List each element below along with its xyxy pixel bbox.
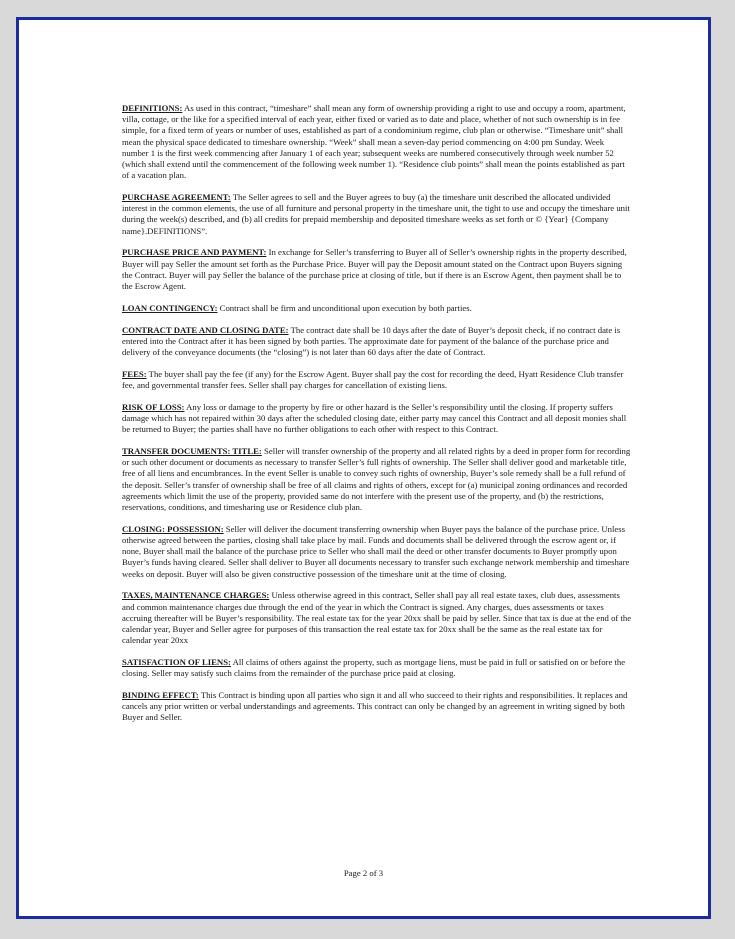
section-text: This Contract is binding upon all parties who sign it and all who succeed to their rights and responsibilities. It replaces and cancels any prior written or verbal understandings and agreements. This contract can only be changed by an agreement in writing signed by both Buyer and Seller. — [122, 690, 628, 723]
section-heading: FEES: — [122, 368, 147, 379]
page-content — [122, 103, 632, 734]
section-transfer-documents — [122, 446, 632, 513]
section-fees — [122, 369, 632, 391]
section-heading: RISK OF LOSS: — [122, 401, 185, 412]
section-taxes — [122, 590, 632, 646]
section-heading: LOAN CONTINGENCY: — [122, 302, 218, 313]
section-purchase-price — [122, 247, 632, 292]
section-text: The Seller agrees to sell and the Buyer agrees to buy (a) the timeshare unit described the allocated undivided interest in the common elements, the use of all furniture and personal property in the timeshare unit, the tight to use and occupy the timeshare unit during the week(s) described, and (b) all credits for prepaid membership and deposited timeshare weeks as set forth or © {Year} {Company name}.DEFINITIONS”. — [122, 192, 630, 236]
section-heading: TRANSFER DOCUMENTS: TITLE: — [122, 446, 262, 457]
section-heading: PURCHASE AGREEMENT: — [122, 192, 231, 203]
section-text: Unless otherwise agreed in this contract, Seller shall pay all real estate taxes, club dues, assessments and common maintenance charges due through the end of the year in which the Contract is signed. Any charges, dues assessments or taxes accruing thereafter will be Buyer’s responsibility. The real estate tax for the year 20xx shall be paid by seller. Since that tax is due at the end of the calendar year, Buyer and Seller agree for purposes of this transaction the real estate tax for 20xx shall be the same as the real estate tax for calendar year 20xx — [122, 590, 632, 646]
section-text: Seller will deliver the document transferring ownership when Buyer pays the balance of the purchase price. Unless otherwise agreed between the parties, closing shall take place by mail. Funds and documents shall be delivered through the escrow agent or, if none, Buyer shall mail the balance of the purchase price to Seller who shall mail the deed or other transfer documents to Buyer promptly upon Buyer’s funds having cleared. Seller shall deliver to Buyer all documents necessary to transfer such exchange network membership and timeshare weeks on deposit. Buyer will also be given constructive possession of the timeshare unit at the time of closing. — [122, 523, 630, 579]
section-purchase-agreement — [122, 192, 632, 237]
section-loan-contingency — [122, 303, 632, 314]
section-text: Any loss or damage to the property by fire or other hazard is the Seller’s responsibility until the closing. If property suffers damage which has not repaired within 30 days after the scheduled closing date, either party may cancel this Contract and all deposit monies shall be returned to Buyer; the parties shall have no further obligations to each other with respect to this Contract. — [122, 401, 627, 435]
section-satisfaction-of-liens — [122, 657, 632, 679]
section-text: Seller will transfer ownership of the property and all related rights by a deed in proper form for recording or such other document or documents as necessary to transfer Seller’s full rights of ownership. The Seller shall deliver good and marketable title, free of all liens and encumbrances. In the event Seller is unable to convey such rights of ownership, Buyer’s sole remedy shall be a full refund of the deposit. Seller’s transfer of ownership shall be free of all claims and rights of others, except for (a) municipal zoning ordinances and recorded agreements which limit the use of the property, provided same do not interfere with the present use of the property, and (b) the restrictions, reservations, conditions, and timesharing use or Residence club plan. — [122, 446, 631, 513]
section-text: As used in this contract, “timeshare” shall mean any form of ownership providing a right to use and occupy a room, apartment, villa, cottage, or the like for a specified interval of each year, either fixed or varied as to date and place, whether of not such ownership is in fee simple, for a fixed term of years or number of uses, established as part of a condominium regime, club plan or otherwise. “Timeshare unit” shall mean the physical space dedicated to timeshare ownership. “Week” shall mean a seven-day period commencing on 4:00 pm Sunday. Week number 1 is the first week commencing after January 1 of each year; subsequent weeks are numbered consecutively through week number 52 (which shall extend until the commencement of the following week number 1). “Residence club points” shall mean the points established as part of a vacation plan. — [122, 103, 626, 181]
section-text: Contract shall be firm and unconditional upon execution by both parties. — [219, 302, 472, 313]
section-closing-possession — [122, 524, 632, 580]
section-heading: TAXES, MAINTENANCE CHARGES: — [122, 590, 270, 601]
section-text: The buyer shall pay the fee (if any) for the Escrow Agent. Buyer shall pay the cost for recording the deed, Hyatt Residence Club transfer fee, and governmental transfer fees. Seller shall pay charges for cancellation of existing liens. — [122, 368, 624, 391]
section-binding-effect — [122, 690, 632, 724]
section-heading: SATISFACTION OF LIENS: — [122, 657, 231, 668]
section-heading: CLOSING: POSSESSION: — [122, 523, 224, 534]
section-text: The contract date shall be 10 days after the date of Buyer’s deposit check, if no contract date is entered into the Contract after it has been signed by both parties. The approximate date for payment of the balance of the purchase price and delivery of the conveyance documents (the “closing”) is not later than 60 days after the date of Contract. — [122, 324, 621, 358]
section-text: In exchange for Seller’s transferring to Buyer all of Seller’s ownership rights in the property described, Buyer will pay Seller the amount set forth as the Purchase Price. Buyer will pay the Deposit amount stated on the Contract upon Buyers signing the Contract. Buyer will pay Seller the balance of the purchase price at closing of title, but if there is an Escrow Agent, then payment shall be to the Escrow Agent. — [122, 247, 627, 292]
section-contract-date — [122, 325, 632, 359]
section-heading: DEFINITIONS: — [122, 103, 183, 113]
section-heading: BINDING EFFECT: — [122, 690, 199, 701]
section-heading: PURCHASE PRICE AND PAYMENT: — [122, 247, 267, 258]
document-page — [16, 17, 711, 919]
section-definitions — [122, 103, 632, 181]
section-heading: CONTRACT DATE AND CLOSING DATE: — [122, 324, 289, 335]
section-text: All claims of others against the property, such as mortgage liens, must be paid in full or satisfied on or before the closing. Seller may satisfy such claims from the remainder of the purchase price paid at closing. — [122, 657, 626, 679]
section-risk-of-loss — [122, 402, 632, 436]
page-number: Page 2 of 3 — [343, 868, 384, 878]
